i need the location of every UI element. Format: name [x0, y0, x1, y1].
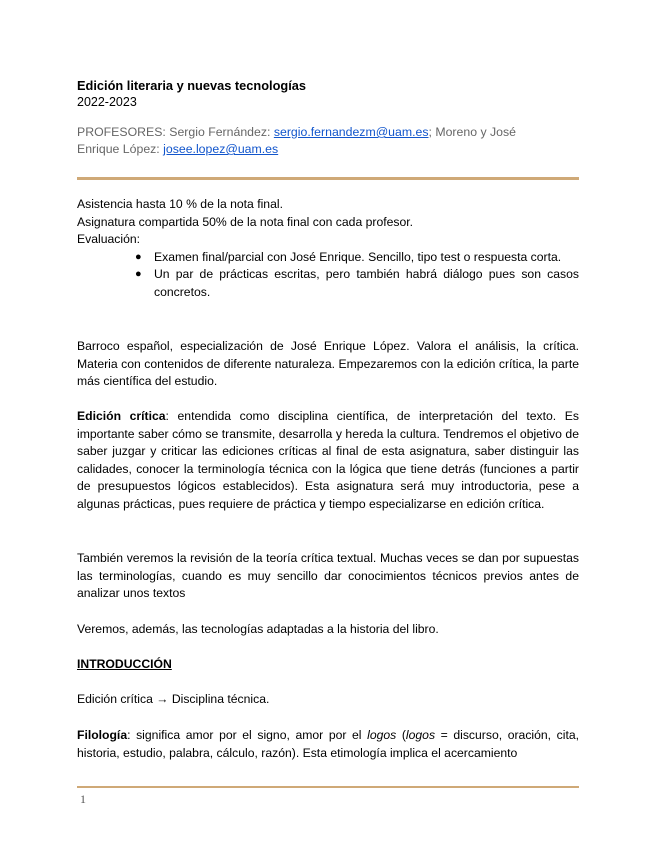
academic-year: 2022-2023 — [77, 95, 137, 109]
list-item — [135, 266, 579, 301]
shared-grade-line: Asignatura compartida 50% de la nota final con cada profesor. — [77, 214, 414, 229]
philology-text-b: ( — [396, 728, 406, 742]
term-philology: Filología — [77, 728, 128, 742]
professors-line — [77, 124, 557, 158]
philology-text-a: : significa amor por el signo, amor por el — [127, 728, 368, 742]
email-link-jose[interactable]: josee.lopez@uam.es — [163, 142, 279, 156]
list-item-text: Examen final/parcial con José Enrique. Sencillo, tipo test o respuesta corta. — [154, 249, 562, 264]
page-number: 1 — [80, 792, 86, 806]
attendance-line: Asistencia hasta 10 % de la nota final. — [77, 197, 283, 211]
philology-text-c: = discurso, oración, cita, historia, estudio, palabra, cálculo, razón). Esta etimología implica el acercamiento — [77, 728, 580, 760]
term-logos: logos — [367, 728, 397, 742]
evaluation-label: Evaluación: — [77, 232, 141, 247]
email-link-sergio[interactable]: sergio.fernandezm@uam.es — [273, 125, 429, 139]
professors-mid: ; Moreno y José Enrique López: — [77, 125, 516, 156]
list-item-text: Un par de prácticas escritas, pero también habrá diálogo pues son casos concretos. — [154, 267, 579, 299]
paragraph-technologies: Veremos, además, las tecnologías adaptadas a la historia del libro. — [77, 622, 439, 636]
critical-edition-text: : entendida como disciplina científica, de interpretación del texto. Es importante saber cómo se transmite, desarrolla y hereda la cultura. Tendremos el objetivo de saber juzgar y criticar las ediciones críticas al final de esta asignatura, saber distinguir las calidades, conocer la terminología técnica con la lógica que tiene detrás (funciones a partir de presupuestos lógicos establecidos). Esta asignatura será muy introductoria, pese a algunas prácticas, pues requiere de práctica y tiempo especializarse en edición crítica. — [77, 409, 579, 511]
section-heading-introduccion: INTRODUCCIÓN — [77, 657, 172, 671]
professors-label: PROFESORES: Sergio Fernández: — [77, 125, 274, 139]
evaluation-list — [77, 249, 579, 302]
paragraph-philology — [77, 727, 579, 762]
paragraph-discipline: Edición crítica → Disciplina técnica. — [77, 692, 270, 706]
bullet-icon: ● — [135, 250, 142, 263]
term-critical-edition: Edición crítica — [77, 409, 166, 423]
paragraph-baroque: Barroco español, especialización de José Enrique López. Valora el análisis, la crítica. Materia con contenidos de diferente naturaleza. Empezaremos con la edición crítica, la parte más científica del estudio. — [77, 339, 579, 389]
header-divider — [77, 177, 579, 180]
footer-divider — [77, 786, 579, 788]
term-logos-def: logos — [405, 728, 436, 742]
bullet-icon: ● — [135, 268, 142, 281]
paragraph-critical-edition — [77, 408, 579, 514]
paragraph-textual-theory: También veremos la revisión de la teoría crítica textual. Muchas veces se dan por supuestas las terminologías, cuando es muy sencillo dar conocimientos técnicos previos antes de analizar unos textos — [77, 551, 579, 601]
list-item — [135, 249, 579, 267]
document-title: Edición literaria y nuevas tecnologías — [77, 78, 307, 93]
intro-block — [77, 196, 579, 302]
